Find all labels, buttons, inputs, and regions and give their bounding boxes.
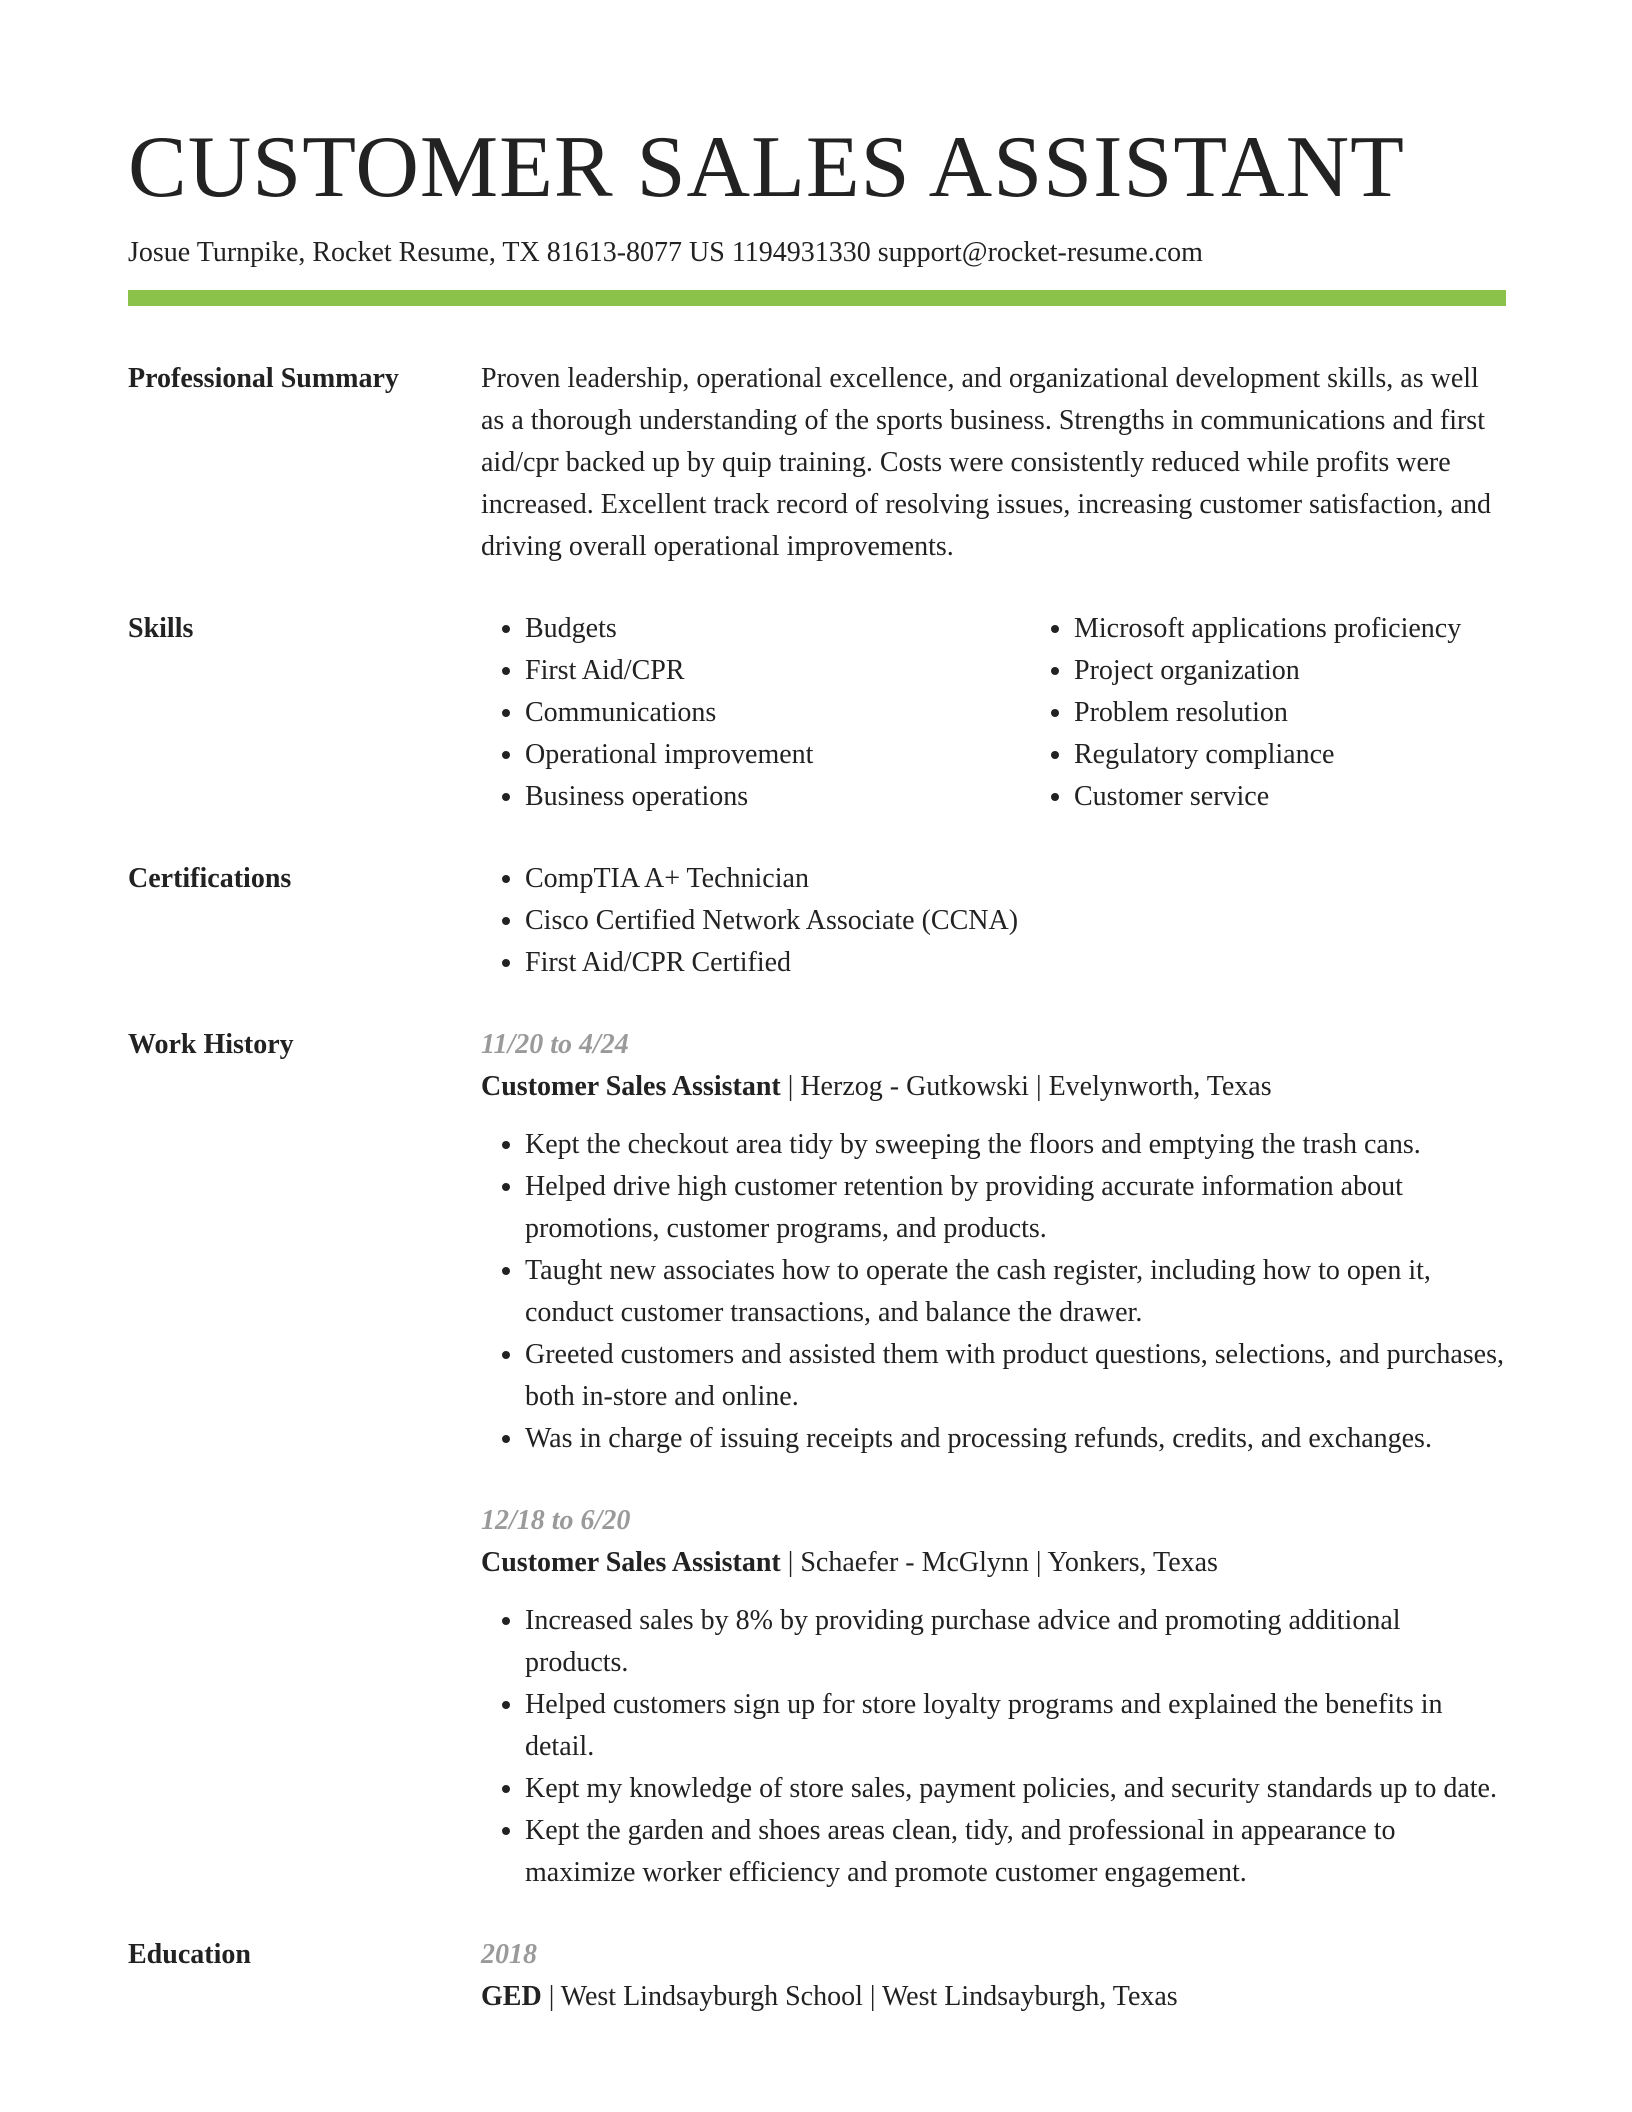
resume-page: [128, 0, 1506, 2018]
certification-item: • CompTIA A+ Technician: [525, 858, 1506, 900]
skill-item: • Project organization: [1074, 650, 1579, 692]
job-bullets: [481, 1124, 1506, 1460]
certification-item: • Cisco Certified Network Associate (CCNA): [525, 900, 1506, 942]
skill-item: • Regulatory compliance: [1074, 734, 1579, 776]
summary-text: Proven leadership, operational excellence, and organizational development skills, as well as a thorough understanding of the sports business. Strengths in communications and first aid/cpr backed up by quip training. Costs were consistently reduced while profits were increased. Excellent track record of resolving issues, increasing customer satisfaction, and driving overall operational improvements.: [481, 363, 1491, 562]
skills-label: Skills: [128, 613, 194, 644]
resume-title: CUSTOMER SALES ASSISTANT: [128, 119, 1405, 216]
job-dates: 11/20 to 4/24: [481, 1029, 629, 1060]
job-bullet: • Taught new associates how to operate the cash register, including how to open it, conduct customer transactions, and balance the drawer.: [525, 1250, 1506, 1334]
job-bullet: • Was in charge of issuing receipts and processing refunds, credits, and exchanges.: [525, 1418, 1506, 1460]
job-bullet: • Increased sales by 8% by providing purchase advice and promoting additional products.: [525, 1600, 1506, 1684]
skills-list-left: [481, 608, 1030, 818]
job-details: | Schaefer - McGlynn | Yonkers, Texas: [780, 1547, 1218, 1578]
education-details: | West Lindsayburgh School | West Lindsayburgh, Texas: [541, 1981, 1178, 2012]
contact-line: Josue Turnpike, Rocket Resume, TX 81613-8077 US 1194931330 support@rocket-resume.com: [128, 237, 1203, 268]
job-heading: [481, 1066, 1506, 1108]
certifications-section: [128, 858, 1506, 984]
skill-item: • Business operations: [525, 776, 1030, 818]
job-heading: [481, 1542, 1506, 1584]
skill-item: • Budgets: [525, 608, 1030, 650]
skill-item: • Operational improvement: [525, 734, 1030, 776]
education-year: 2018: [481, 1939, 537, 1970]
job-title: Customer Sales Assistant: [481, 1071, 781, 1102]
skills-list-right: [1030, 608, 1579, 818]
job-entry: [481, 1024, 1506, 1460]
summary-label: Professional Summary: [128, 363, 399, 394]
job-bullets: [481, 1600, 1506, 1894]
certifications-label: Certifications: [128, 863, 292, 894]
education-label: Education: [128, 1939, 251, 1970]
education-heading: [481, 1976, 1506, 2018]
certification-item: • First Aid/CPR Certified: [525, 942, 1506, 984]
work-history-section: [128, 1024, 1506, 1894]
education-section: [128, 1934, 1506, 2018]
header-divider: [128, 290, 1506, 306]
education-degree: GED: [481, 1981, 542, 2012]
skill-item: • Problem resolution: [1074, 692, 1579, 734]
work-history-label: Work History: [128, 1029, 294, 1060]
certifications-list: [481, 858, 1506, 984]
job-bullet: • Kept the checkout area tidy by sweeping the floors and emptying the trash cans.: [525, 1124, 1506, 1166]
job-dates: 12/18 to 6/20: [481, 1505, 631, 1536]
skill-item: • First Aid/CPR: [525, 650, 1030, 692]
job-bullet: • Greeted customers and assisted them with product questions, selections, and purchases, both in-store and online.: [525, 1334, 1506, 1418]
job-bullet: • Helped drive high customer retention by providing accurate information about promotions, customer programs, and products.: [525, 1166, 1506, 1250]
job-details: | Herzog - Gutkowski | Evelynworth, Texas: [780, 1071, 1272, 1102]
skill-item: • Customer service: [1074, 776, 1579, 818]
skills-section: [128, 608, 1506, 818]
job-bullet: • Helped customers sign up for store loyalty programs and explained the benefits in detail.: [525, 1684, 1506, 1768]
summary-section: [128, 358, 1506, 568]
job-title: Customer Sales Assistant: [481, 1547, 781, 1578]
job-entry: [481, 1500, 1506, 1894]
job-bullet: • Kept my knowledge of store sales, payment policies, and security standards up to date.: [525, 1768, 1506, 1810]
job-bullet: • Kept the garden and shoes areas clean, tidy, and professional in appearance to maximize worker efficiency and promote customer engagement.: [525, 1810, 1506, 1894]
skill-item: • Microsoft applications proficiency: [1074, 608, 1579, 650]
skill-item: • Communications: [525, 692, 1030, 734]
